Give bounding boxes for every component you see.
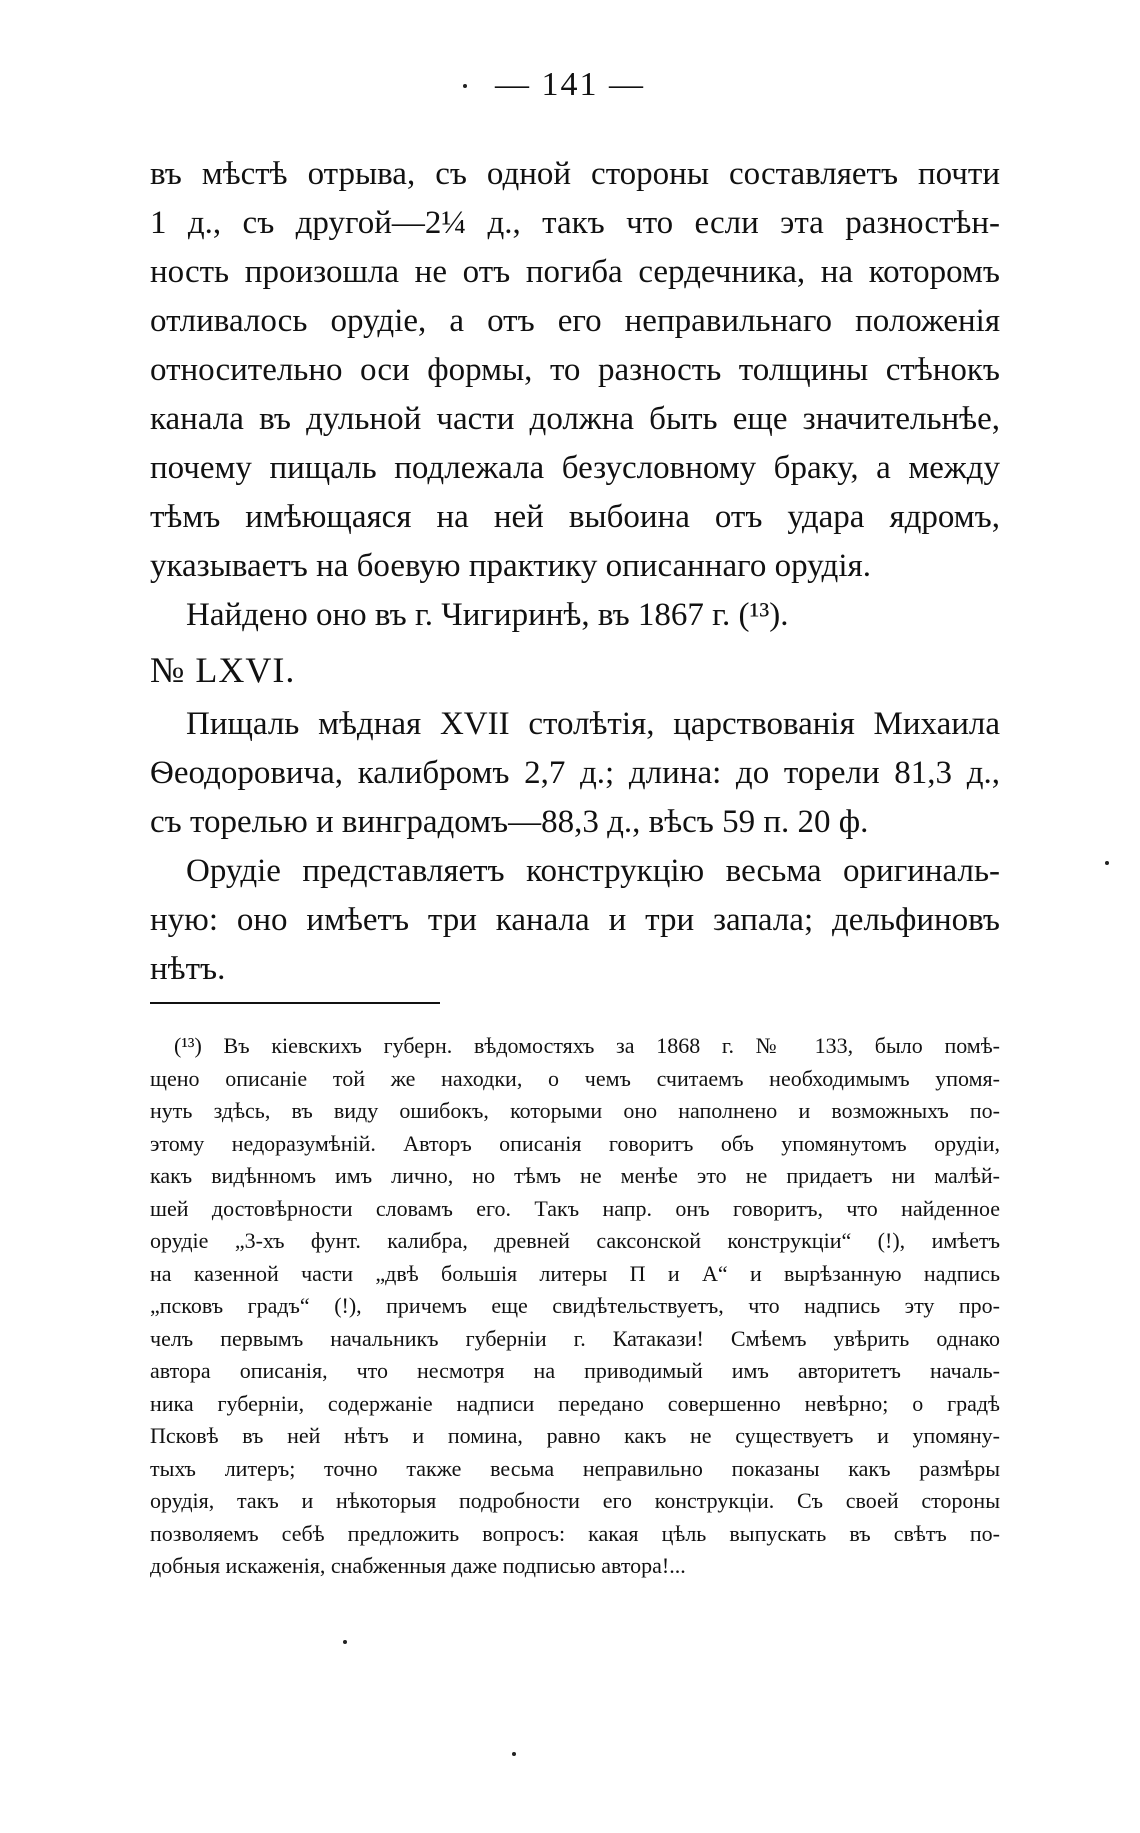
page-number: — 141 — (495, 66, 645, 103)
text-line: 1 д., съ другой—2¼ д., такъ что если эта разностѣн- (150, 205, 1000, 241)
text-line: указываетъ на боевую практику описаннаго орудія. (150, 548, 871, 584)
footnote-line: орудія, такъ и нѣкоторыя подробности его конструкціи. Съ своей стороны (150, 1488, 1000, 1513)
text-line: съ торелью и винградомъ—88,3 д., вѣсъ 59 п. 20 ф. (150, 804, 869, 840)
text-line: отливалось орудіе, а отъ его неправильнаго положенія (150, 303, 1000, 339)
footnote-line: какъ видѣнномъ имъ лично, но тѣмъ не менѣе это не придаетъ ни малѣй- (150, 1163, 1000, 1188)
text-line: Орудіе представляетъ конструкцію весьма оригиналь- (186, 853, 1000, 889)
footnote (150, 1030, 1000, 1583)
print-speck (1105, 861, 1109, 865)
text-line: Ѳеодоровича, калибромъ 2,7 д.; длина: до торели 81,3 д., (150, 755, 1000, 791)
section-paragraph (150, 700, 1000, 994)
footnote-line: орудіе „3-хъ фунт. калибра, древней саксонской конструкціи“ (!), имѣетъ (150, 1228, 1000, 1253)
text-line: ную: оно имѣетъ три канала и три запала; дельфиновъ (150, 902, 1000, 938)
continuation-paragraph (150, 150, 1000, 640)
print-speck (463, 84, 467, 88)
text-line: почему пищаль подлежала безусловному браку, а между (150, 450, 1000, 486)
print-speck (343, 1640, 347, 1644)
footnote-line: на казенной части „двѣ большія литеры П и А“ и вырѣзанную надпись (150, 1260, 1000, 1286)
footnote-line: „псковъ градъ“ (!), причемъ еще свидѣтельствуетъ, что надпись эту про- (150, 1293, 1000, 1318)
footnote-line: позволяемъ себѣ предложить вопросъ: какая цѣль выпускать въ свѣтъ по- (150, 1520, 1000, 1546)
footnote-line: (¹³) Въ кіевскихъ губерн. вѣдомостяхъ за 1868 г. № 133, было помѣ- (174, 1033, 1000, 1058)
footnote-divider (150, 1002, 440, 1004)
text-line: нѣтъ. (150, 951, 226, 987)
text-line: Пищаль мѣдная XVII столѣтія, царствованія Михаила (186, 706, 1000, 742)
text-line: тѣмъ имѣющаяся на ней выбоина отъ удара ядромъ, (150, 499, 1000, 535)
text-line: Найдено оно въ г. Чигиринѣ, въ 1867 г. (¹³). (186, 597, 789, 633)
text-line: канала въ дульной части должна быть еще значительнѣе, (150, 401, 1000, 437)
section-heading: № LXVI. (150, 650, 296, 690)
footnote-line: этому недоразумѣній. Авторъ описанія говоритъ объ упомянутомъ орудіи, (150, 1130, 1000, 1156)
footnote-line: тыхъ литеръ; точно также весьма неправильно показаны какъ размѣры (150, 1455, 1000, 1481)
footnote-line: автора описанія, что несмотря на приводимый имъ авторитетъ началь- (150, 1358, 1000, 1383)
footnote-line: шей достовѣрности словамъ его. Такъ напр. онъ говоритъ, что найденное (150, 1195, 1000, 1221)
footnote-line: ника губерніи, содержаніе надписи передано совершенно невѣрно; о градѣ (150, 1390, 1000, 1416)
footnote-line: челъ первымъ начальникъ губерніи г. Катакази! Смѣемъ увѣрить однако (150, 1325, 1000, 1351)
print-speck (512, 1752, 516, 1756)
footnote-line: нуть здѣсь, въ виду ошибокъ, которыми оно наполнено и возможныхъ по- (150, 1098, 1000, 1123)
text-line: относительно оси формы, то разность толщины стѣнокъ (150, 352, 1000, 388)
text-line: въ мѣстѣ отрыва, съ одной стороны составляетъ почти (150, 156, 1000, 192)
footnote-line: щено описаніе той же находки, о чемъ считаемъ необходимымъ упомя- (150, 1065, 1000, 1091)
footnote-line: добныя искаженія, снабженныя даже подписью автора!... (150, 1553, 686, 1578)
text-line: ность произошла не отъ погиба сердечника, на которомъ (150, 254, 1000, 290)
footnote-line: Псковѣ въ ней нѣтъ и помина, равно какъ не существуетъ и упомяну- (150, 1423, 1000, 1448)
